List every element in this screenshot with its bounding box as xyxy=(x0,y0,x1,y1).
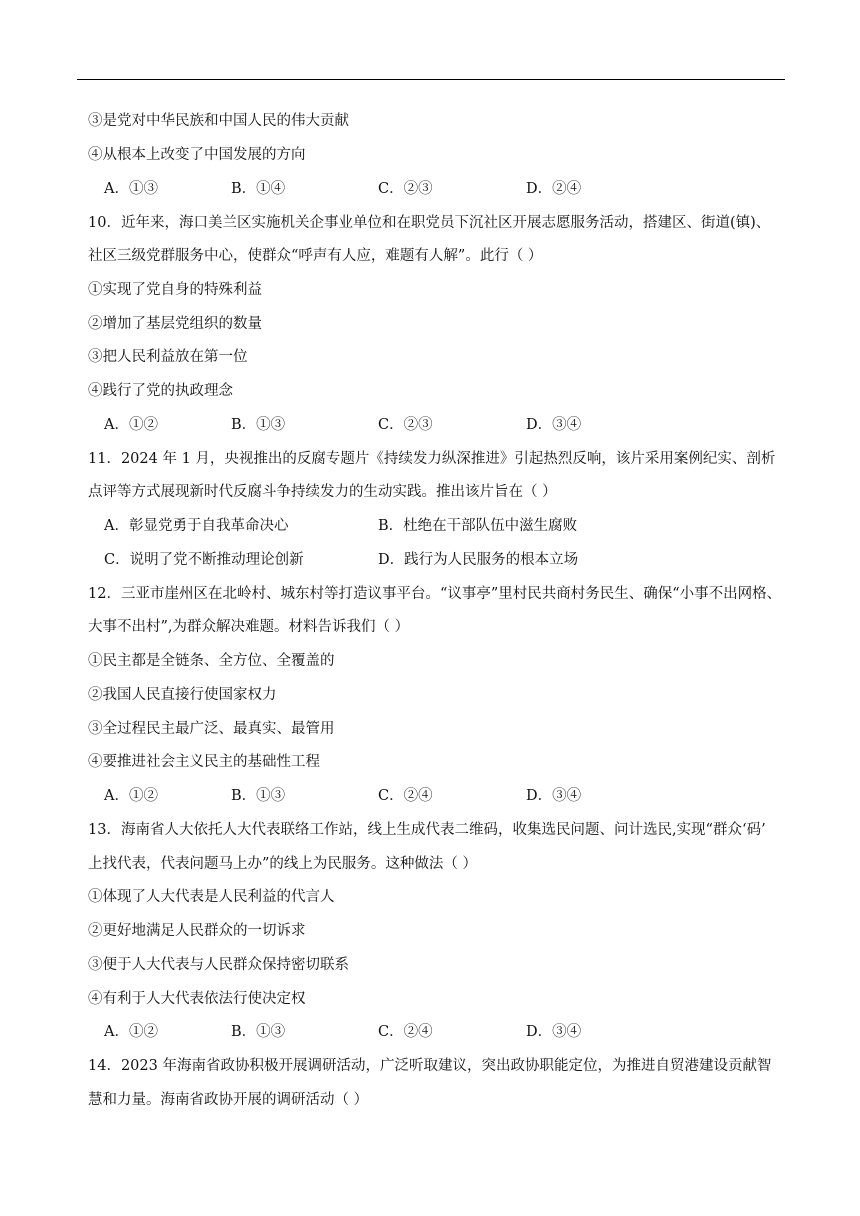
question-14-stem: 14．2023 年海南省政协积极开展调研活动，广泛听取建议，突出政协职能定位，为推进自贸港建设贡献智 xyxy=(88,1058,772,1074)
option-a[interactable]: A．①③ xyxy=(104,181,158,197)
question-10-stem-cont: 社区三级党群服务中心，使群众“呼声有人应，难题有人解”。此行（ ） xyxy=(88,248,543,264)
statement-q13-2: ②更好地满足人民群众的一切诉求 xyxy=(88,923,306,939)
option-b[interactable]: B．①④ xyxy=(231,181,286,197)
option-b[interactable]: B．杜绝在干部队伍中滋生腐败 xyxy=(378,518,578,534)
option-b[interactable]: B．①③ xyxy=(231,417,286,433)
header-rule xyxy=(77,79,785,80)
question-12-stem: 12．三亚市崖州区在北岭村、城东村等打造议事平台。“议事亭”里村民共商村务民生、确保“小事不出网格、 xyxy=(88,586,782,602)
option-c[interactable]: C．②④ xyxy=(378,788,433,804)
option-d[interactable]: D．践行为人民服务的根本立场 xyxy=(378,552,579,568)
option-a[interactable]: A．①② xyxy=(104,788,158,804)
option-b[interactable]: B．①③ xyxy=(231,788,286,804)
option-c[interactable]: C．②③ xyxy=(378,417,433,433)
option-c[interactable]: C．②③ xyxy=(378,181,433,197)
question-10-stem: 10．近年来，海口美兰区实施机关企事业单位和在职党员下沉社区开展志愿服务活动，搭建区、街道(镇)、 xyxy=(88,215,771,231)
statement-q10-3: ③把人民利益放在第一位 xyxy=(88,349,248,365)
statement-q9-4: ④从根本上改变了中国发展的方向 xyxy=(88,147,306,163)
question-12-stem-cont: 大事不出村”,为群众解决难题。材料告诉我们（ ） xyxy=(88,619,410,635)
statement-q10-1: ①实现了党自身的特殊利益 xyxy=(88,282,262,298)
statement-q13-4: ④有利于人大代表依法行使决定权 xyxy=(88,991,306,1007)
statement-q12-3: ③全过程民主最广泛、最真实、最管用 xyxy=(88,721,335,737)
question-13-stem-cont: 上找代表，代表问题马上办”的线上为民服务。这种做法（ ） xyxy=(88,856,478,872)
question-11-stem: 11．2024 年 1 月，央视推出的反腐专题片《持续发力纵深推进》引起热烈反响，该片采用案例纪实、剖析 xyxy=(88,451,776,467)
option-d[interactable]: D．③④ xyxy=(526,1024,582,1040)
statement-q13-1: ①体现了人大代表是人民利益的代言人 xyxy=(88,889,335,905)
option-a[interactable]: A．彰显党勇于自我革命决心 xyxy=(104,518,289,534)
statement-q9-3: ③是党对中华民族和中国人民的伟大贡献 xyxy=(88,113,349,129)
statement-q12-4: ④要推进社会主义民主的基础性工程 xyxy=(88,754,320,770)
option-d[interactable]: D．③④ xyxy=(526,788,582,804)
option-d[interactable]: D．③④ xyxy=(526,417,582,433)
option-b[interactable]: B．①③ xyxy=(231,1024,286,1040)
option-a[interactable]: A．①② xyxy=(104,417,158,433)
option-d[interactable]: D．②④ xyxy=(526,181,582,197)
statement-q10-2: ②增加了基层党组织的数量 xyxy=(88,316,262,332)
statement-q13-3: ③便于人大代表与人民群众保持密切联系 xyxy=(88,957,349,973)
statement-q12-2: ②我国人民直接行使国家权力 xyxy=(88,687,277,703)
statement-q12-1: ①民主都是全链条、全方位、全覆盖的 xyxy=(88,653,335,669)
question-13-stem: 13．海南省人大依托人大代表联络工作站，线上生成代表二维码，收集选民问题、问计选民,实现“群众‘码’ xyxy=(88,822,766,838)
option-c[interactable]: C．说明了党不断推动理论创新 xyxy=(104,552,304,568)
statement-q10-4: ④践行了党的执政理念 xyxy=(88,383,233,399)
option-c[interactable]: C．②④ xyxy=(378,1024,433,1040)
question-11-stem-cont: 点评等方式展现新时代反腐斗争持续发力的生动实践。推出该片旨在（ ） xyxy=(88,484,557,500)
question-14-stem-cont: 慧和力量。海南省政协开展的调研活动（ ） xyxy=(88,1092,369,1108)
option-a[interactable]: A．①② xyxy=(104,1024,158,1040)
